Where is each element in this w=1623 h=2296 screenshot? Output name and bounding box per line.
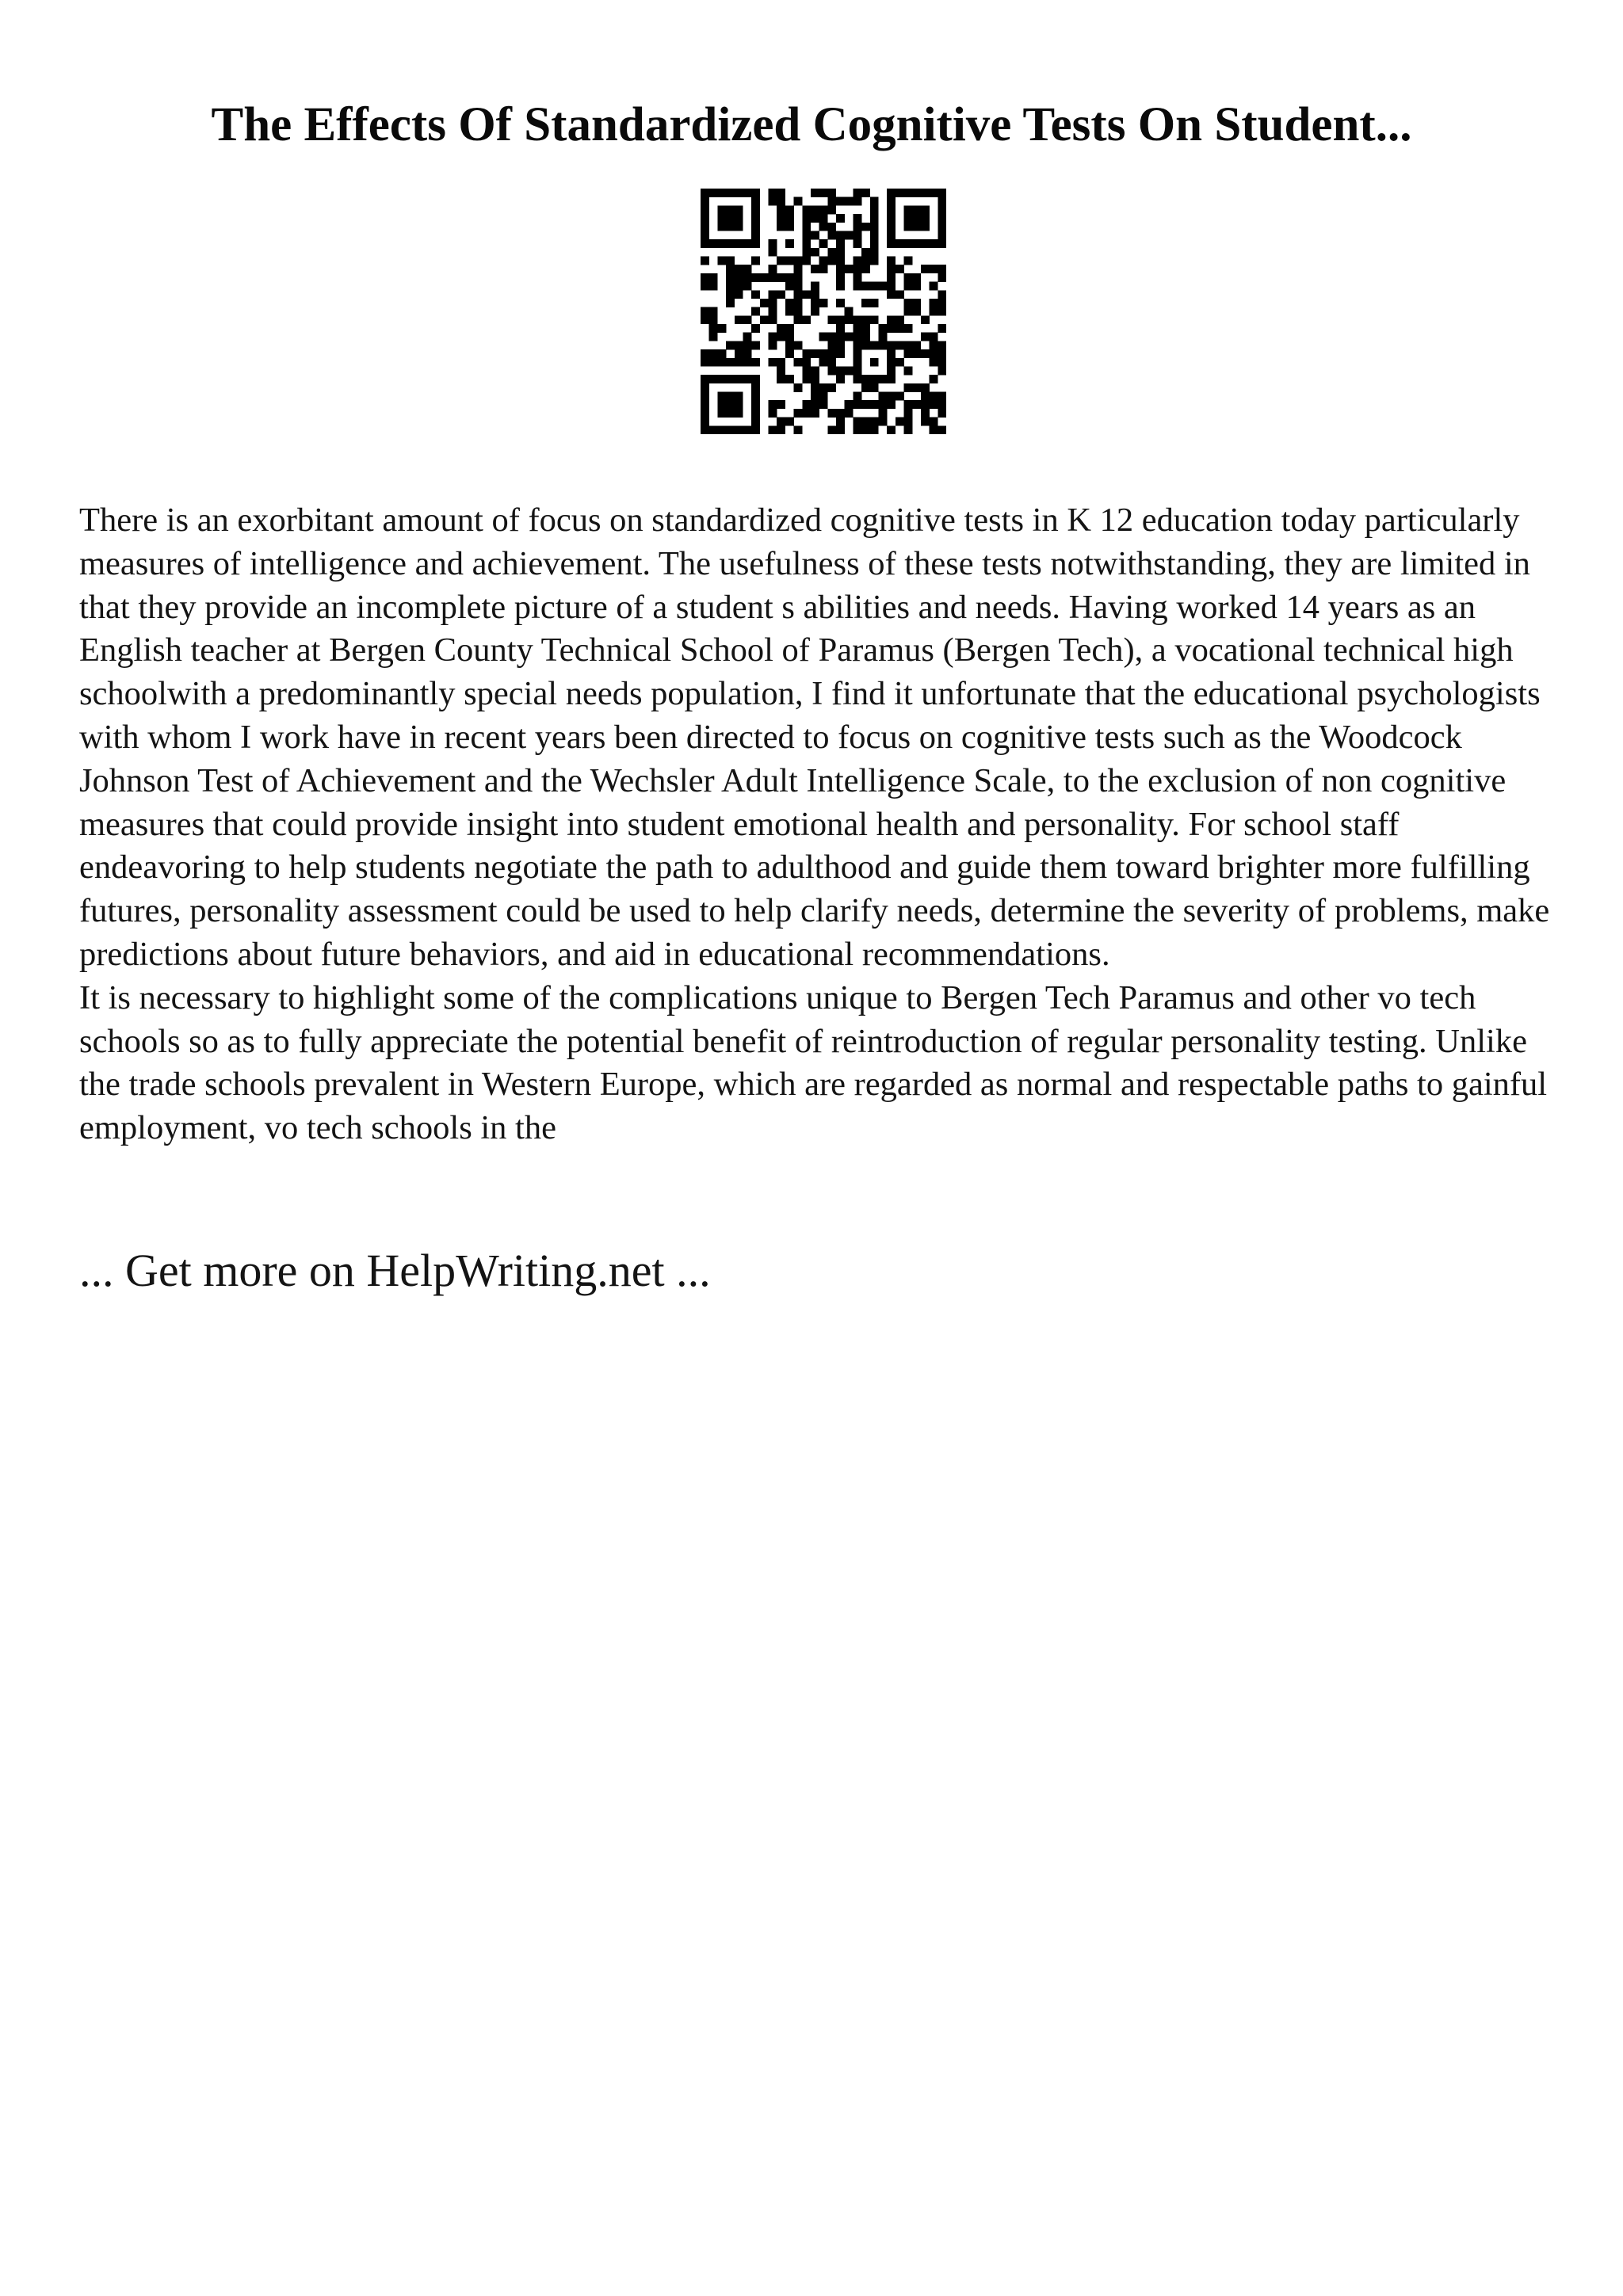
page-title: The Effects Of Standardized Cognitive Tests On Student...: [211, 98, 1412, 151]
get-more-link[interactable]: ... Get more on HelpWriting.net ...: [79, 1245, 711, 1296]
paragraph-2: It is necessary to highlight some of the complications unique to Bergen Tech Paramus and other vo tech schools so as to fully appreciate the potential benefit of reintroduction of regular personality testing. Unlike the trade schools prevalent in Western Europe, which are regarded as normal and respectable paths to gainful employment, vo tech schools in the: [79, 978, 1548, 1147]
article-body: [79, 499, 1561, 1150]
paragraph-1: There is an exorbitant amount of focus on standardized cognitive tests in K 12 education today particularly measures of intelligence and achievement. The usefulness of these tests notwithstanding, they are limited in that they provide an incomplete picture of a student s abilities and needs. Having worked 14 years as an English teacher at Bergen County Technical School of Paramus (Bergen Tech), a vocational technical high schoolwith a predominantly special needs population, I find it unfortunate that the educational psychologists with whom I work have in recent years been directed to focus on cognitive tests such as the Woodcock Johnson Test of Achievement and the Wechsler Adult Intelligence Scale, to the exclusion of non cognitive measures that could provide insight into student emotional health and personality. For school staff endeavoring to help students negotiate the path to adulthood and guide them toward brighter more fulfilling futures, personality assessment could be used to help clarify needs, determine the severity of problems, make predictions about future behaviors, and aid in educational recommendations.: [79, 502, 1550, 973]
qr-code-icon: [701, 189, 946, 434]
